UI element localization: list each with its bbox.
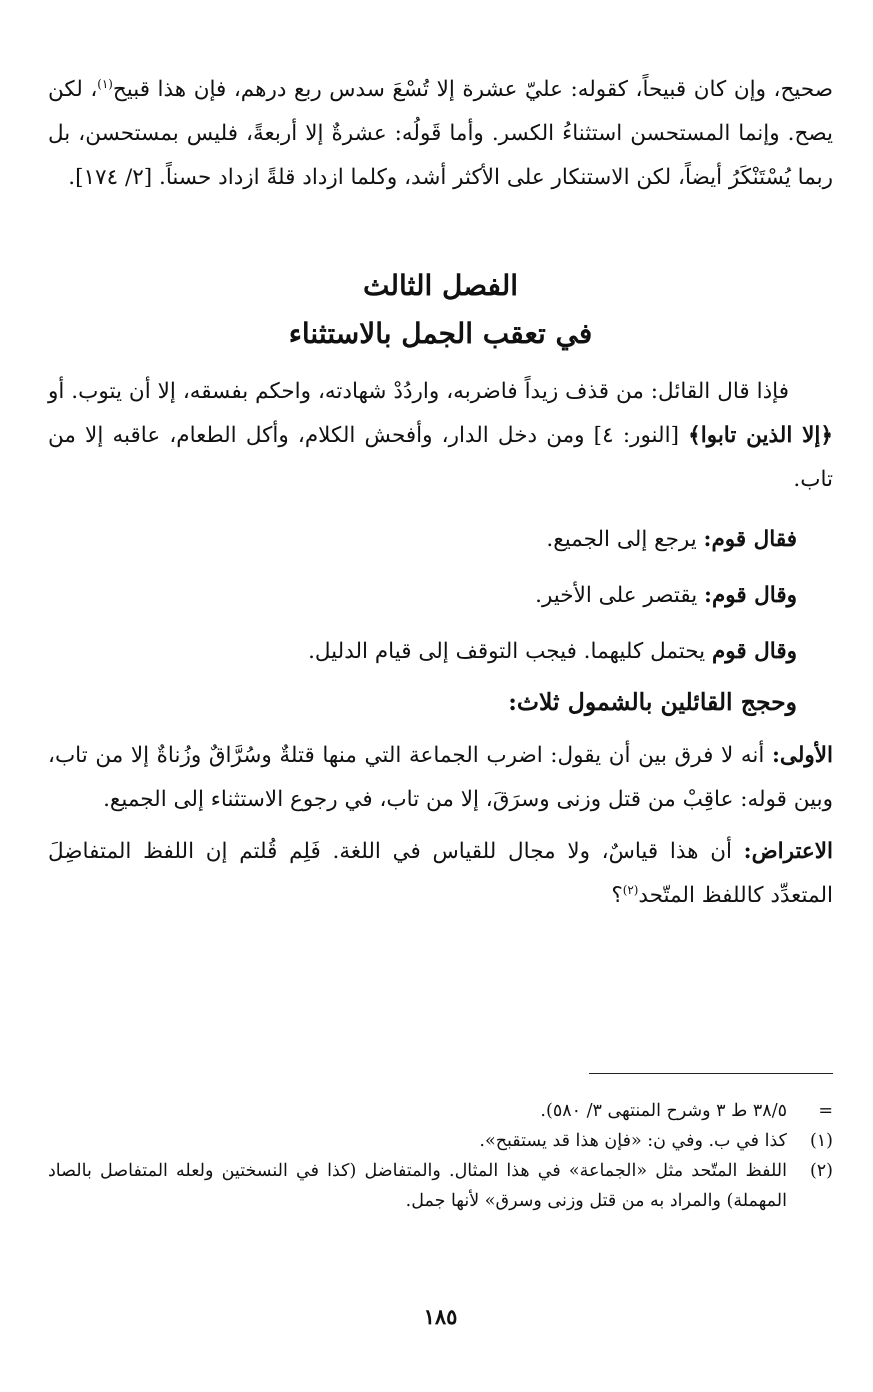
intro-paragraph <box>48 68 833 200</box>
opinion-lead: وقال قوم <box>711 639 797 664</box>
case-text-1: فإذا قال القائل: من قذف زيداً فاضربه، واردُدْ شهادته، واحكم بفسقه، إلا أن يتوب. أو <box>48 379 789 404</box>
footnote-mark: = <box>818 1101 833 1121</box>
first-argument-lead: الأولى: <box>771 743 833 768</box>
objection-end: ؟ <box>611 883 623 908</box>
case-text-2: [النور: ٤] ومن دخل الدار، وأفحش الكلام، وأكل الطعام، عاقبه إلا من تاب. <box>48 423 833 492</box>
footnote-text: كذا في ب. وفي ن: «فإن هذا قد يستقبح». <box>479 1131 787 1151</box>
book-page <box>48 68 833 1392</box>
opinion-text: يحتمل كليهما. فيجب التوقف إلى قيام الدليل. <box>308 639 712 664</box>
footnote-ref-2[interactable]: (٢) <box>622 882 639 897</box>
footnote-2 <box>48 1156 833 1216</box>
opinion-text: يرجع إلى الجميع. <box>546 527 704 552</box>
chapter-subtitle: في تعقب الجمل بالاستثناء <box>288 317 593 350</box>
chapter-title: الفصل الثالث <box>362 269 519 302</box>
footnote-ref-1[interactable]: (١) <box>97 76 113 91</box>
footnote-mark: (١) <box>809 1131 833 1151</box>
page-number: ١٨٥ <box>423 1304 458 1329</box>
opinions-list <box>48 516 833 676</box>
objection-lead: الاعتراض: <box>743 839 833 864</box>
intro-text-1: صحيح، وإن كان قبيحاً، كقوله: عليّ عشرة إلا تُسْعَ سدس ربع درهم، فإن هذا قبيح <box>112 77 833 102</box>
intro-text-2: ، لكن يصح. وإنما المستحسن استثناءُ الكسر. وأما قَولُه: عشرةٌ إلا أربعةً، فليس بمستحسن، بل ربما يُسْتَنْكَرُ أيضاً، لكن الاستنكار على الأكثر أشد، وكلما ازداد قلةً ازداد حسناً. [٢/ ١٧٤]. <box>48 77 833 190</box>
quran-verse: ﴿إلا الذين تابوا﴾ <box>688 423 833 448</box>
footnote-text: ٣٨/٥ ط ٣ وشرح المنتهى ٣/ ٥٨٠). <box>540 1101 787 1121</box>
first-argument-text: أنه لا فرق بين أن يقول: اضرب الجماعة التي منها قتلةٌ وسُرَّاقٌ وزُناةٌ إلا من تاب، وبين قوله: عاقِبْ من قتل وزنى وسرَقَ، إلا من تاب، في رجوع الاستثناء إلى الجميع. <box>48 743 833 812</box>
arguments-heading: وحجج القائلين بالشمول ثلاث: <box>508 688 797 716</box>
footnote-continued <box>48 1096 833 1126</box>
footnotes <box>48 1096 833 1216</box>
opinion-lead: فقال قوم: <box>703 527 797 552</box>
footnote-text: اللفظ المتّحد مثل «الجماعة» في هذا المثال. والمتفاضل (كذا في النسختين ولعله المتفاصل بالصاد المهملة) والمراد به من قتل وزنى وسرق» لأنها جمل. <box>48 1161 787 1211</box>
case-paragraph <box>48 370 833 502</box>
footnote-1 <box>48 1126 833 1156</box>
footnote-mark: (٢) <box>809 1161 833 1181</box>
objection-text: أن هذا قياسٌ، ولا مجال للقياس في اللغة. فَلِم قُلتم إن اللفظ المتفاضِلَ المتعدِّد كاللفظ المتّحد <box>48 839 833 908</box>
opinion-item <box>48 516 833 564</box>
opinion-lead: وقال قوم: <box>704 583 797 608</box>
first-argument <box>48 734 833 822</box>
opinion-item <box>48 572 833 620</box>
footnote-divider <box>589 1073 833 1074</box>
objection-paragraph <box>48 830 833 918</box>
opinion-item <box>48 628 833 676</box>
opinion-text: يقتصر على الأخير. <box>535 583 705 608</box>
